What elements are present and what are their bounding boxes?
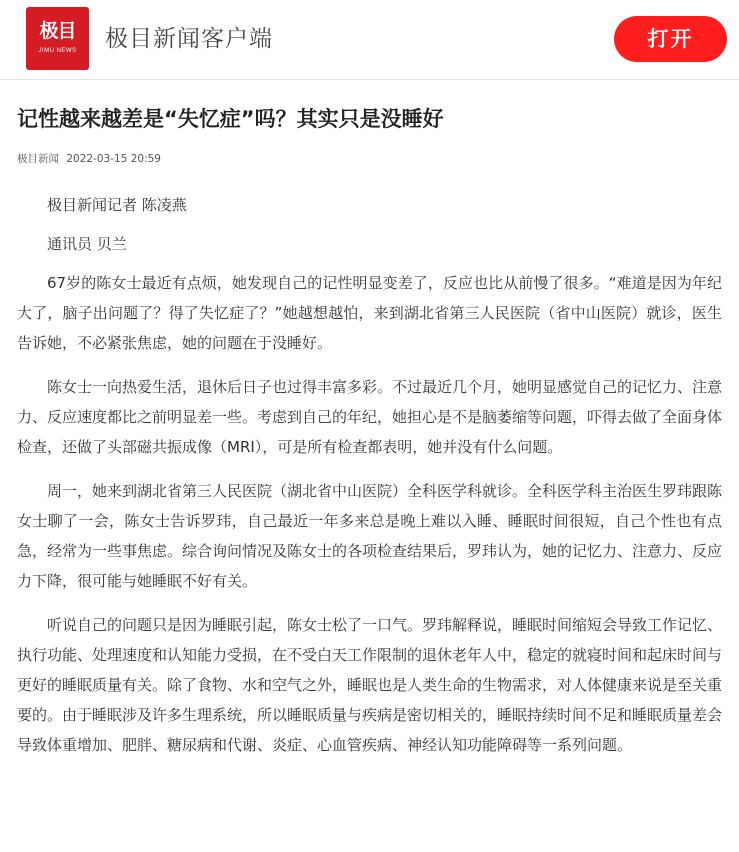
article-meta — [17, 152, 165, 166]
correspondent-byline: 通讯员 贝兰 — [47, 235, 127, 253]
article-paragraph: 听说自己的问题只是因为睡眠引起，陈女士松了一口气。罗玮解释说，睡眠时间缩短会导致工作记忆、执行功能、处理速度和认知能力受损，在不受白天工作限制的退休老年人中，稳定的就寝时间和起床时间与更好的睡眠质量有关。除了食物、水和空气之外，睡眠也是人类生命的生物需求，对人体健康来说是至关重要的。由于睡眠涉及许多生理系统，所以睡眠质量与疾病是密切相关的，睡眠持续时间不足和睡眠质量差会导致体重增加、肥胖、糖尿病和代谢、炎症、心血管疾病、神经认知功能障碍等一系列问题。 — [17, 616, 723, 754]
app-name: 极目新闻客户端 — [105, 26, 273, 52]
article-datetime: 2022-03-15 20:59 — [66, 153, 161, 165]
logo-text: 极目 — [39, 20, 76, 42]
logo-subtext: JIMU NEWS — [38, 48, 77, 54]
article-title: 记性越来越差是“失忆症”吗？其实只是没睡好 — [17, 107, 444, 131]
app-banner — [0, 0, 739, 80]
article-source: 极目新闻 — [17, 153, 59, 165]
article-body — [17, 190, 722, 774]
reporter-byline: 极目新闻记者 陈凌燕 — [47, 196, 187, 214]
article-paragraph: 67岁的陈女士最近有点烦，她发现自己的记性明显变差了，反应也比从前慢了很多。“难道是因为年纪大了，脑子出问题了？得了失忆症了？”她越想越怕，来到湖北省第三人民医院（省中山医院）就诊，医生告诉她，不必紧张焦虑，她的问题在于没睡好。 — [17, 274, 722, 352]
jimu-logo[interactable] — [26, 7, 89, 70]
article-paragraph: 陈女士一向热爱生活，退休后日子也过得丰富多彩。不过最近几个月，她明显感觉自己的记忆力、注意力、反应速度都比之前明显差一些。考虑到自己的年纪，她担心是不是脑萎缩等问题，吓得去做了全面身体检查，还做了头部磁共振成像（MRI），可是所有检查都表明，她并没有什么问题。 — [17, 378, 723, 456]
open-app-button[interactable]: 打开 — [614, 16, 727, 62]
article-paragraph: 周一，她来到湖北省第三人民医院（湖北省中山医院）全科医学科就诊。全科医学科主治医生罗玮跟陈女士聊了一会，陈女士告诉罗玮，自己最近一年多来总是晚上难以入睡、睡眠时间很短，自己个性也有点急，经常为一些事焦虑。综合询问情况及陈女士的各项检查结果后，罗玮认为，她的记忆力、注意力、反应力下降，很可能与她睡眠不好有关。 — [17, 482, 723, 590]
